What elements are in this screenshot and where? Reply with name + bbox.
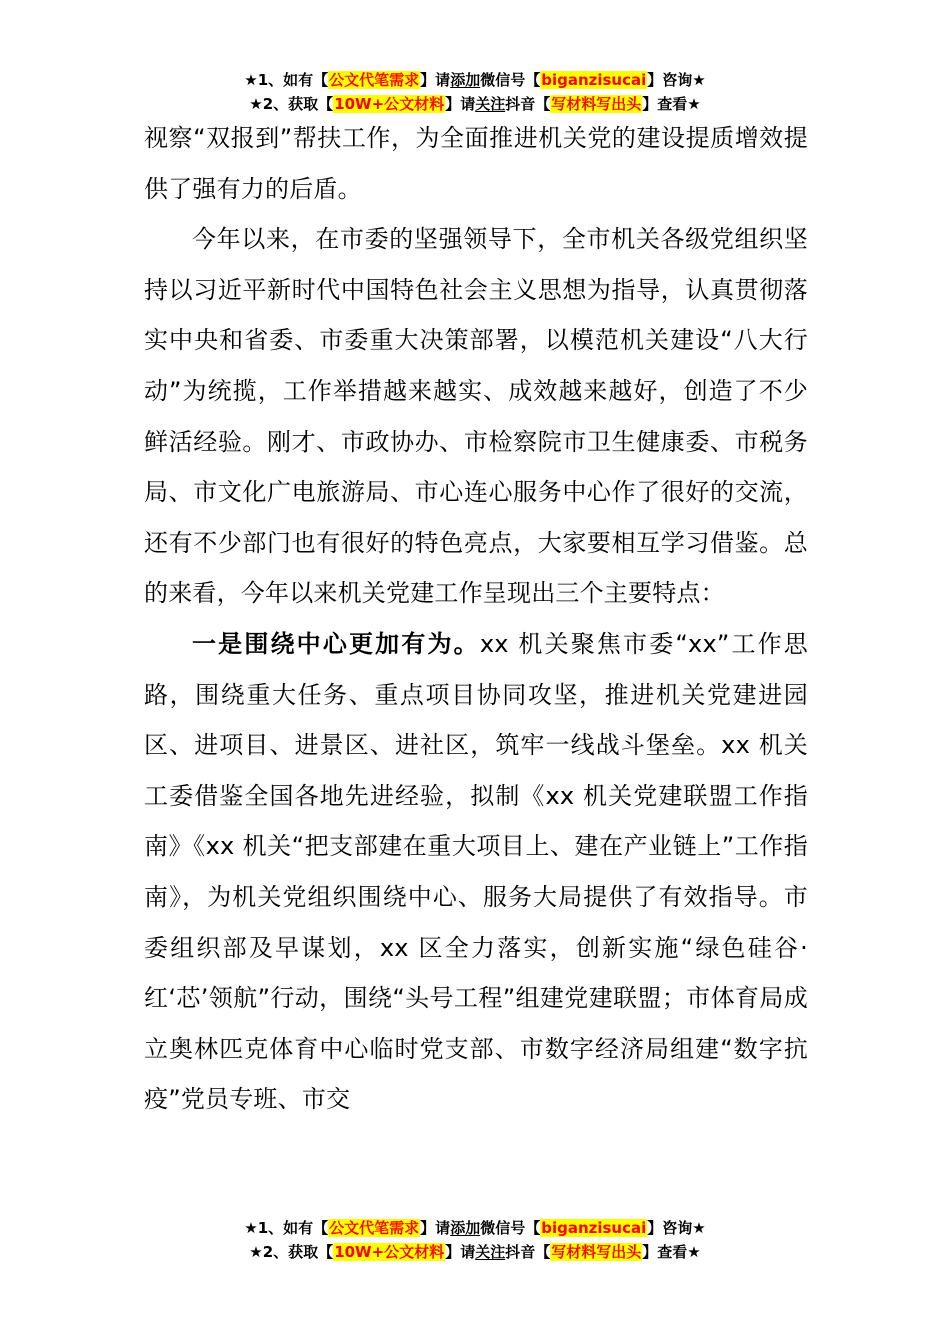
paragraph-continuation [144, 113, 808, 214]
banner-highlight: 10W+公文材料 [334, 1243, 445, 1261]
banner-line-1 [0, 68, 950, 92]
banner-text: ★1、如有【 [244, 1219, 329, 1237]
paragraph-text: 今年以来，在市委的坚强领导下，全市机关各级党组织坚持以习近平新时代中国特色社会主义思想为指导，认真贯彻落实中央和省委、市委重大决策部署，以模范机关建设“八大行动”为统揽，工作举措越来越实、成效越来越好，创造了不少鲜活经验。刚才、市政协办、市检察院市卫生健康委、市税务局、市文化广电旅游局、市心连心服务中心作了很好的交流，还有不少部门也有很好的特色亮点，大家要相互学习借鉴。总的来看，今年以来机关党建工作呈现出三个主要特点： [144, 225, 808, 608]
document-body [144, 113, 808, 1125]
banner-underline: 关注 [475, 95, 506, 113]
paragraph-point-one [144, 619, 808, 1125]
banner-text: ★1、如有【 [244, 71, 329, 89]
banner-highlight: 10W+公文材料 [334, 95, 445, 113]
banner-underline: 添加 [450, 1219, 481, 1237]
banner-text: 微信号【 [480, 1219, 541, 1237]
paragraph-text: 视察“双报到”帮扶工作，为全面推进机关党的建设提质增效提供了强有力的后盾。 [144, 124, 808, 203]
banner-text: 】咨询★ [647, 71, 706, 89]
paragraph-overview [144, 214, 808, 619]
banner-highlight: biganzisucai [541, 1219, 647, 1237]
banner-text: 】查看★ [642, 1243, 701, 1261]
banner-underline: 添加 [450, 71, 481, 89]
banner-highlight: 写材料写出头 [551, 1243, 642, 1261]
banner-text: 】咨询★ [647, 1219, 706, 1237]
banner-text: 】请 [420, 71, 451, 89]
banner-highlight: 公文代笔需求 [329, 71, 420, 89]
banner-text: ★2、获取【 [249, 95, 334, 113]
banner-text: 】请 [445, 1243, 476, 1261]
banner-text: 抖音【 [505, 95, 551, 113]
banner-text: 微信号【 [480, 71, 541, 89]
banner-underline: 关注 [475, 1243, 506, 1261]
banner-text: 】请 [420, 1219, 451, 1237]
paragraph-text: xx 机关聚焦市委“xx”工作思路，围绕重大任务、重点项目协同攻坚，推进机关党建进园区、进项目、进景区、进社区，筑牢一线战斗堡垒。xx 机关工委借鉴全国各地先进经验，拟制《xx 机关党建联盟工作指南》《xx 机关“把支部建在重大项目上、建在产业链上”工作指南》，为机关党组织围绕中心、服务大局提供了有效指导。市委组织部及早谋划，xx 区全力落实，创新实施“绿色硅谷·红‘芯’领航”行动，围绕“头号工程”组建党建联盟；市体育局成立奥林匹克体育中心临时党支部、市数字经济局组建“数字抗疫”党员专班、市交 [144, 629, 808, 1114]
banner-line-2 [0, 1240, 950, 1264]
banner-text: 抖音【 [505, 1243, 551, 1261]
top-banner [0, 68, 950, 116]
banner-text: 】请 [445, 95, 476, 113]
paragraph-lead: 一是围绕中心更加有为。 [192, 629, 480, 658]
banner-highlight: 写材料写出头 [551, 95, 642, 113]
banner-text: ★2、获取【 [249, 1243, 334, 1261]
banner-highlight: 公文代笔需求 [329, 1219, 420, 1237]
bottom-banner [0, 1216, 950, 1264]
banner-line-1 [0, 1216, 950, 1240]
banner-highlight: biganzisucai [541, 71, 647, 89]
banner-text: 】查看★ [642, 95, 701, 113]
